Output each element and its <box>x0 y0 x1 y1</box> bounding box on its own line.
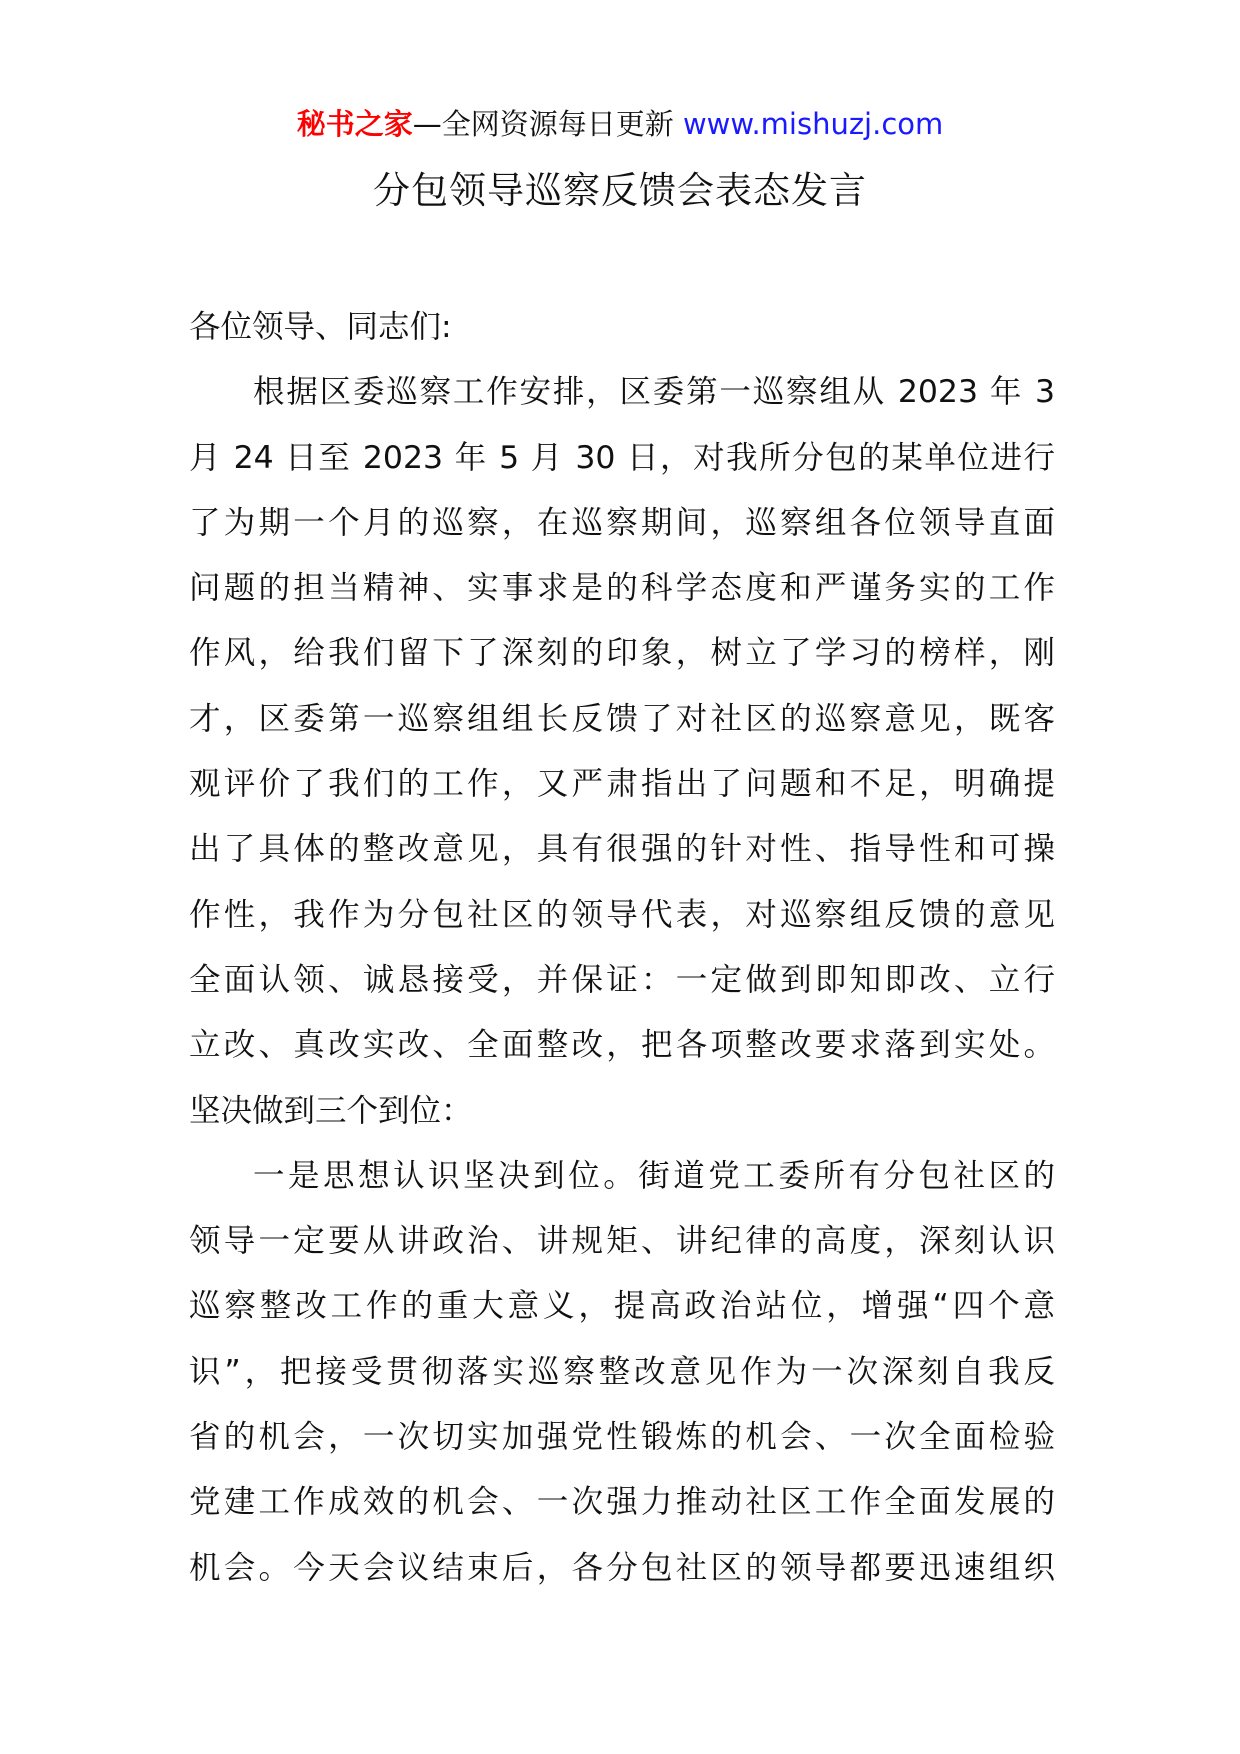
paragraph-line: 领导一定要从讲政治、讲规矩、讲纪律的高度，深刻认识 <box>189 1223 1055 1260</box>
paragraph-line: 根据区委巡察工作安排，区委第一巡察组从 2023 年 3 <box>253 374 1055 411</box>
paragraph-line: 问题的担当精神、实事求是的科学态度和严谨务实的工作 <box>189 570 1055 607</box>
paragraph-line: 作风，给我们留下了深刻的印象，树立了学习的榜样，刚 <box>189 635 1055 672</box>
paragraph-line: 了为期一个月的巡察，在巡察期间，巡察组各位领导直面 <box>189 504 1055 541</box>
paragraph-line: 机会。今天会议结束后，各分包社区的领导都要迅速组织 <box>189 1549 1055 1586</box>
document-body <box>189 295 1055 1601</box>
document-title: 分包领导巡察反馈会表态发言 <box>373 169 867 212</box>
paragraph-line: 全面认领、诚恳接受，并保证：一定做到即知即改、立行 <box>189 961 1055 998</box>
paragraph-line: 识”，把接受贯彻落实巡察整改意见作为一次深刻自我反 <box>189 1353 1055 1390</box>
site-tagline: —全网资源每日更新 <box>412 107 683 141</box>
brand-name: 秘书之家 <box>296 107 413 141</box>
paragraph-line: 党建工作成效的机会、一次强力推动社区工作全面发展的 <box>189 1484 1055 1521</box>
paragraph-line: 作性，我作为分包社区的领导代表，对巡察组反馈的意见 <box>189 896 1055 933</box>
paragraph-line: 省的机会，一次切实加强党性锻炼的机会、一次全面检验 <box>189 1419 1055 1456</box>
paragraph-line: 巡察整改工作的重大意义，提高政治站位，增强“四个意 <box>189 1288 1055 1325</box>
paragraph-line: 出了具体的整改意见，具有很强的针对性、指导性和可操 <box>189 831 1055 868</box>
site-header <box>0 104 1240 144</box>
paragraph-line: 一是思想认识坚决到位。街道党工委所有分包社区的 <box>253 1157 1055 1194</box>
paragraph-line: 立改、真改实改、全面整改，把各项整改要求落到实处。 <box>189 1027 1055 1064</box>
paragraph-line: 观评价了我们的工作，又严肃指出了问题和不足，明确提 <box>189 766 1055 803</box>
paragraph-line: 坚决做到三个到位： <box>189 1092 473 1129</box>
paragraph-line: 才，区委第一巡察组组长反馈了对社区的巡察意见，既客 <box>189 700 1055 737</box>
paragraph-line: 月 24 日至 2023 年 5 月 30 日，对我所分包的某单位进行 <box>189 439 1055 476</box>
site-url-link[interactable]: www.mishuzj.com <box>682 107 944 141</box>
salutation: 各位领导、同志们: <box>189 309 452 345</box>
